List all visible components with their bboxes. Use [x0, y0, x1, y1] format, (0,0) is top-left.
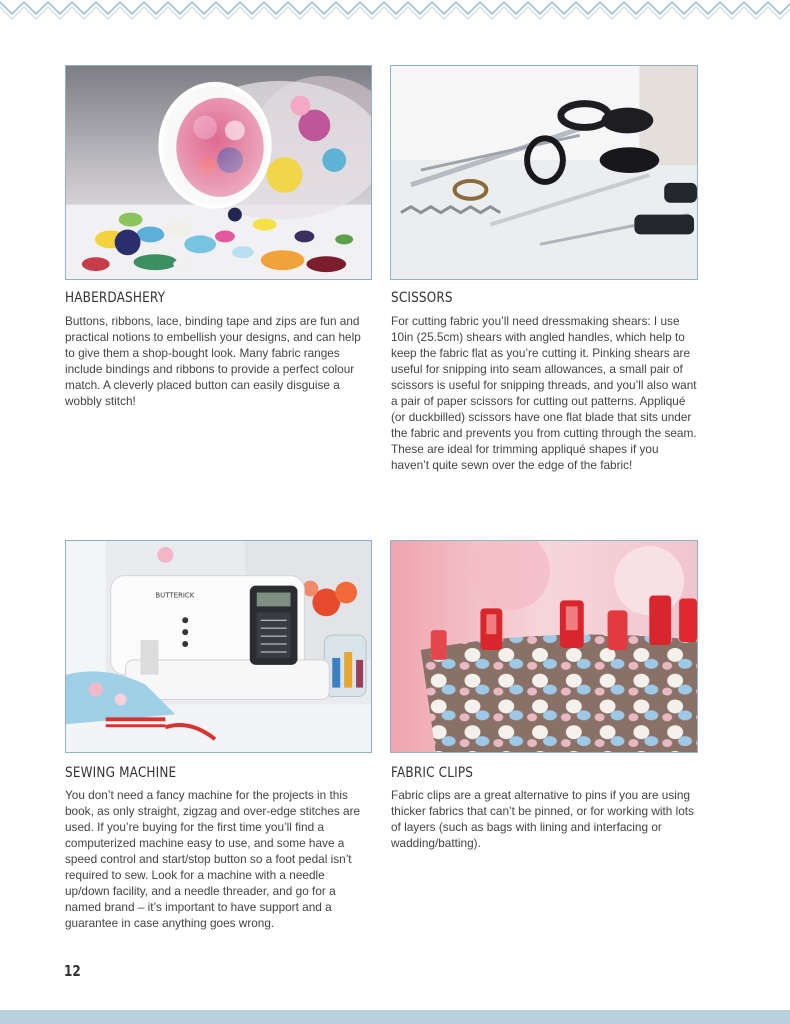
zigzag-top-border [0, 0, 790, 20]
buttons-jar-image [66, 66, 371, 279]
haberdashery-heading: HABERDASHERY [65, 290, 166, 306]
scissors-photo [390, 65, 698, 280]
scissors-heading: SCISSORS [391, 290, 453, 306]
sewing-machine-image [66, 541, 371, 752]
sewing-machine-body: You don’t need a fancy machine for the projects in this book, as only straight, zigzag and over-edge stitches are used. If you’re buying for the first time you’ll find a computerized machine easy to use, and some have a speed control and start/stop button so a foot pedal isn’t required to sew. Look for a machine with a needle up/down facility, and a needle threader, and go for a named brand – it’s important to have support and a guarantee in case anything goes wrong. [65, 788, 361, 930]
machine-brand-label: BUTTERICK [155, 591, 195, 600]
fabric-clips-photo [390, 540, 698, 753]
fabric-clips-body: Fabric clips are a great alternative to pins if you are using thicker fabrics that can’t be pinned, or for working with lots of layers (such as bags with lining and interfacing or wadding/batting). [391, 788, 694, 850]
haberdashery-body: Buttons, ribbons, lace, binding tape and zips are fun and practical notions to embellish your designs, and can help to give them a shop-bought look. Many fabric ranges include bindings and ribbons to provide a perfect colour match. A cleverly placed button can easily disguise a wobbly stitch! [65, 314, 361, 408]
haberdashery-photo [65, 65, 372, 280]
footer-strip [0, 1010, 790, 1024]
scissors-body: For cutting fabric you’ll need dressmaking shears: I use 10in (25.5cm) shears with angled handles, which help to keep the fabric flat as you’re cutting it. Pinking shears are useful for snipping into seam allowances, a small pair of scissors is useful for snipping threads, and you’ll also want a pair of paper scissors for cutting out patterns. Appliqué (or duckbilled) scissors have one flat blade that sits under the fabric and prevents you from cutting through the seam. These are ideal for trimming appliqué shapes if you haven’t quite sewn over the edge of the fabric! [391, 314, 697, 472]
scissors-image [391, 66, 697, 279]
sewing-machine-photo [65, 540, 372, 753]
sewing-machine-heading: SEWING MACHINE [65, 765, 177, 781]
page-number: 12 [64, 962, 81, 980]
fabric-clips-image [391, 541, 697, 752]
fabric-clips-heading: FABRIC CLIPS [391, 765, 474, 781]
